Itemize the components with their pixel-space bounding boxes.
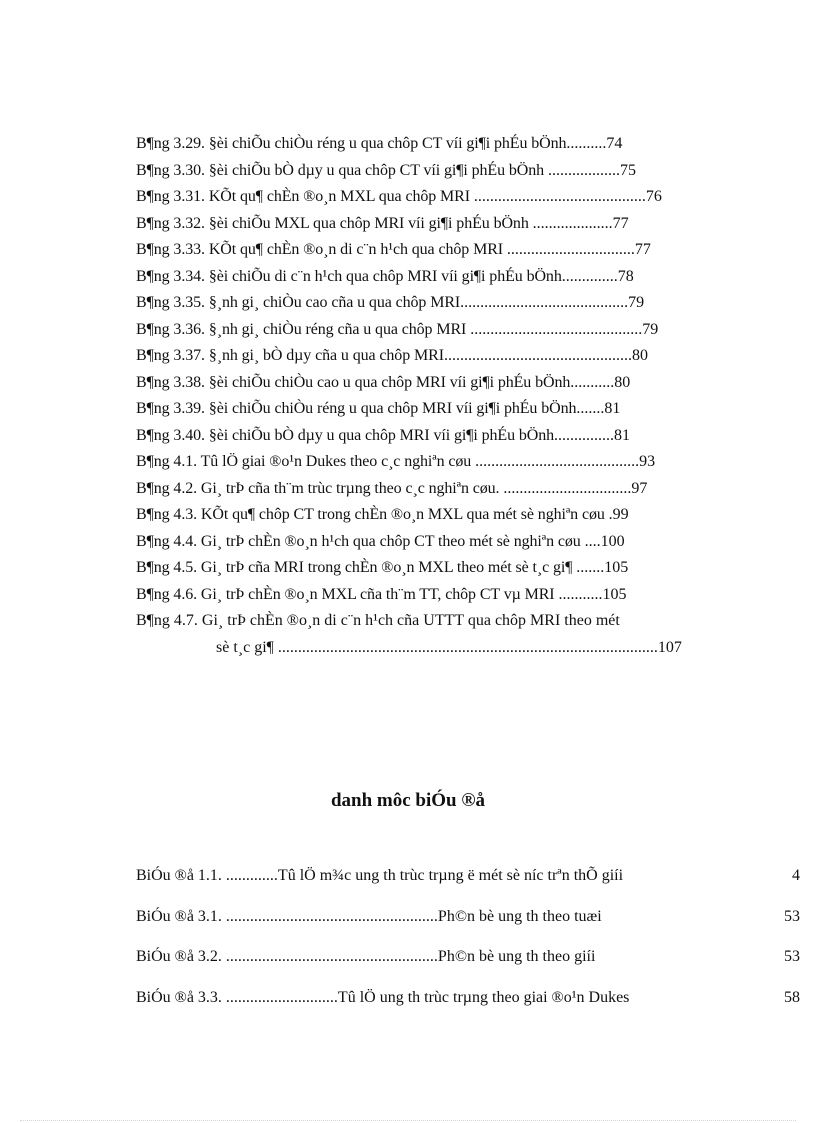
toc-entry-label: B¶ng 3.38. §èi chiÕu chiÒu cao u qua chôp MRI víi gi¶i phÉu bÖnh — [136, 373, 571, 391]
toc-entry — [136, 423, 740, 450]
toc-leader: ......................................... — [475, 453, 640, 470]
toc-entry-label: B¶ng 3.37. §¸nh gi¸ bÒ dµy cña u qua chôp MRI — [136, 347, 444, 364]
toc-leader: .............. — [561, 267, 618, 285]
toc-page: 99 — [612, 506, 629, 523]
toc-entry — [136, 396, 740, 423]
toc-entry — [136, 370, 740, 397]
toc-entry — [136, 582, 740, 609]
toc-entry-label-line1: B¶ng 4.7. Gi¸ trÞ chÈn ®o¸n di c¨n h¹ch cña UTTT qua chôp MRI theo mét — [136, 612, 620, 629]
toc-entry-label: B¶ng 4.2. Gi¸ trÞ cña th¨m trùc trµng theo c¸c nghiªn cøu. — [136, 479, 504, 497]
toc-entry-label: B¶ng 3.33. KÕt qu¶ chÈn ®o¸n di c¨n h¹ch qua chôp MRI — [136, 241, 507, 258]
toc-page: 76 — [645, 188, 662, 205]
toc-leader: .... — [584, 532, 601, 550]
toc-entry-label: B¶ng 3.40. §èi chiÕu bÒ dµy u qua chôp MRI víi gi¶i phÉu bÖnh — [136, 426, 555, 444]
toc-entry-label: B¶ng 4.3. KÕt qu¶ chôp CT trong chÈn ®o¸n MXL qua mét sè nghiªn cøu — [136, 506, 609, 523]
toc-leader: . — [608, 506, 613, 523]
toc-page: 74 — [606, 135, 623, 152]
chart-entry — [136, 985, 800, 1026]
table-of-tables — [136, 131, 740, 661]
toc-entry-label: B¶ng 3.34. §èi chiÕu di c¨n h¹ch qua chôp MRI víi gi¶i phÉu bÖnh — [136, 267, 562, 285]
toc-entry — [136, 264, 740, 291]
toc-leader: .......................................... — [460, 294, 629, 311]
chart-entry-label: BiÓu ®å 3.2. .....................................................Ph©n bè ung th theo giíi — [136, 948, 596, 966]
toc-page: 107 — [657, 638, 682, 656]
toc-entry-label: B¶ng 3.36. §¸nh gi¸ chiÒu réng cña u qua chôp MRI — [136, 320, 471, 338]
toc-entry-continuation — [136, 635, 740, 662]
chart-entry — [136, 863, 800, 904]
toc-page: 77 — [612, 214, 629, 232]
toc-entry — [136, 529, 740, 556]
toc-entry-label: B¶ng 4.6. Gi¸ trÞ chÈn ®o¸n MXL cña th¨m TT, chôp CT vµ MRI — [136, 585, 559, 603]
toc-page: 100 — [600, 532, 625, 550]
toc-entry-label: B¶ng 3.39. §èi chiÕu chiÒu réng u qua chôp MRI víi gi¶i phÉu bÖnh — [136, 400, 577, 417]
toc-leader: .................. — [547, 161, 620, 179]
chart-entry-page: 53 — [784, 948, 800, 966]
toc-page: 105 — [602, 585, 627, 603]
toc-leader: ................................ — [503, 479, 632, 497]
toc-entry-multiline — [136, 608, 740, 661]
toc-entry — [136, 343, 740, 370]
toc-page: 77 — [634, 241, 651, 258]
toc-page: 75 — [619, 161, 636, 179]
toc-leader: ....... — [576, 400, 605, 417]
toc-entry — [136, 555, 740, 582]
toc-entry — [136, 449, 740, 476]
toc-entry-label: B¶ng 4.1. Tû lÖ giai ®o¹n Dukes theo c¸c nghiªn cøu — [136, 453, 476, 470]
chart-entry — [136, 904, 800, 945]
toc-entry — [136, 131, 740, 158]
toc-page: 81 — [614, 426, 631, 444]
toc-entry — [136, 290, 740, 317]
toc-entry-label: B¶ng 3.32. §èi chiÕu MXL qua chôp MRI víi gi¶i phÉu bÖnh — [136, 214, 533, 232]
toc-entry-label: B¶ng 4.5. Gi¸ trÞ cña MRI trong chÈn ®o¸n MXL theo mét sè t¸c gi¶ — [136, 559, 577, 576]
toc-leader: ............................................... — [443, 347, 632, 364]
charts-heading: danh môc biÓu ®å — [330, 790, 486, 811]
toc-leader: ........... — [570, 373, 615, 391]
toc-leader: .................... — [532, 214, 613, 232]
chart-entry-label: BiÓu ®å 3.1. .....................................................Ph©n bè ung th theo tuæi — [136, 907, 602, 925]
chart-entry-label: BiÓu ®å 1.1. .............Tû lÖ m¾c ung th trùc trµng ë mét sè níc trªn thÕ giíi — [136, 867, 624, 884]
toc-entry-label: B¶ng 3.30. §èi chiÕu bÒ dµy u qua chôp CT víi gi¶i phÉu bÖnh — [136, 161, 548, 179]
toc-leader: ........................................... — [473, 188, 646, 205]
toc-entry-label-line2: sè t¸c gi¶ — [216, 638, 278, 656]
page-bottom-rule — [20, 1120, 796, 1121]
toc-entry-label: B¶ng 3.31. KÕt qu¶ chÈn ®o¸n MXL qua chôp MRI — [136, 188, 474, 205]
toc-page: 97 — [631, 479, 648, 497]
toc-entry — [136, 158, 740, 185]
toc-leader: ............................................................................................... — [277, 638, 658, 656]
toc-entry — [136, 237, 740, 264]
toc-page: 79 — [628, 294, 645, 311]
toc-page: 81 — [604, 400, 621, 417]
chart-entry-page: 58 — [784, 989, 800, 1007]
toc-entry-label: B¶ng 3.29. §èi chiÕu chiÒu réng u qua chôp CT víi gi¶i phÉu bÖnh — [136, 135, 567, 152]
toc-leader: ........... — [558, 585, 603, 603]
chart-entry-page: 53 — [784, 907, 800, 925]
toc-leader: ........................................... — [470, 320, 643, 338]
chart-entry-page: 4 — [792, 867, 800, 884]
toc-entry — [136, 476, 740, 503]
toc-leader: ................................ — [506, 241, 635, 258]
chart-entry — [136, 944, 800, 985]
toc-entry-label: B¶ng 3.35. §¸nh gi¸ chiÒu cao cña u qua chôp MRI — [136, 294, 461, 311]
toc-leader: ....... — [576, 559, 605, 576]
toc-leader: .......... — [566, 135, 607, 152]
toc-entry — [136, 184, 740, 211]
toc-page: 78 — [617, 267, 634, 285]
toc-entry — [136, 317, 740, 344]
toc-leader: ............... — [554, 426, 615, 444]
toc-entry — [136, 211, 740, 238]
list-of-charts — [136, 863, 800, 1026]
toc-page: 80 — [614, 373, 631, 391]
toc-entry — [136, 502, 740, 529]
toc-entry-label: B¶ng 4.4. Gi¸ trÞ chÈn ®o¸n h¹ch qua chôp CT theo mét sè nghiªn cøu — [136, 532, 585, 550]
toc-page: 80 — [631, 347, 648, 364]
toc-page: 79 — [642, 320, 659, 338]
toc-page: 105 — [604, 559, 629, 576]
chart-entry-label: BiÓu ®å 3.3. ............................Tû lÖ ung th trùc trµng theo giai ®o¹n Dukes — [136, 989, 630, 1007]
toc-page: 93 — [639, 453, 656, 470]
